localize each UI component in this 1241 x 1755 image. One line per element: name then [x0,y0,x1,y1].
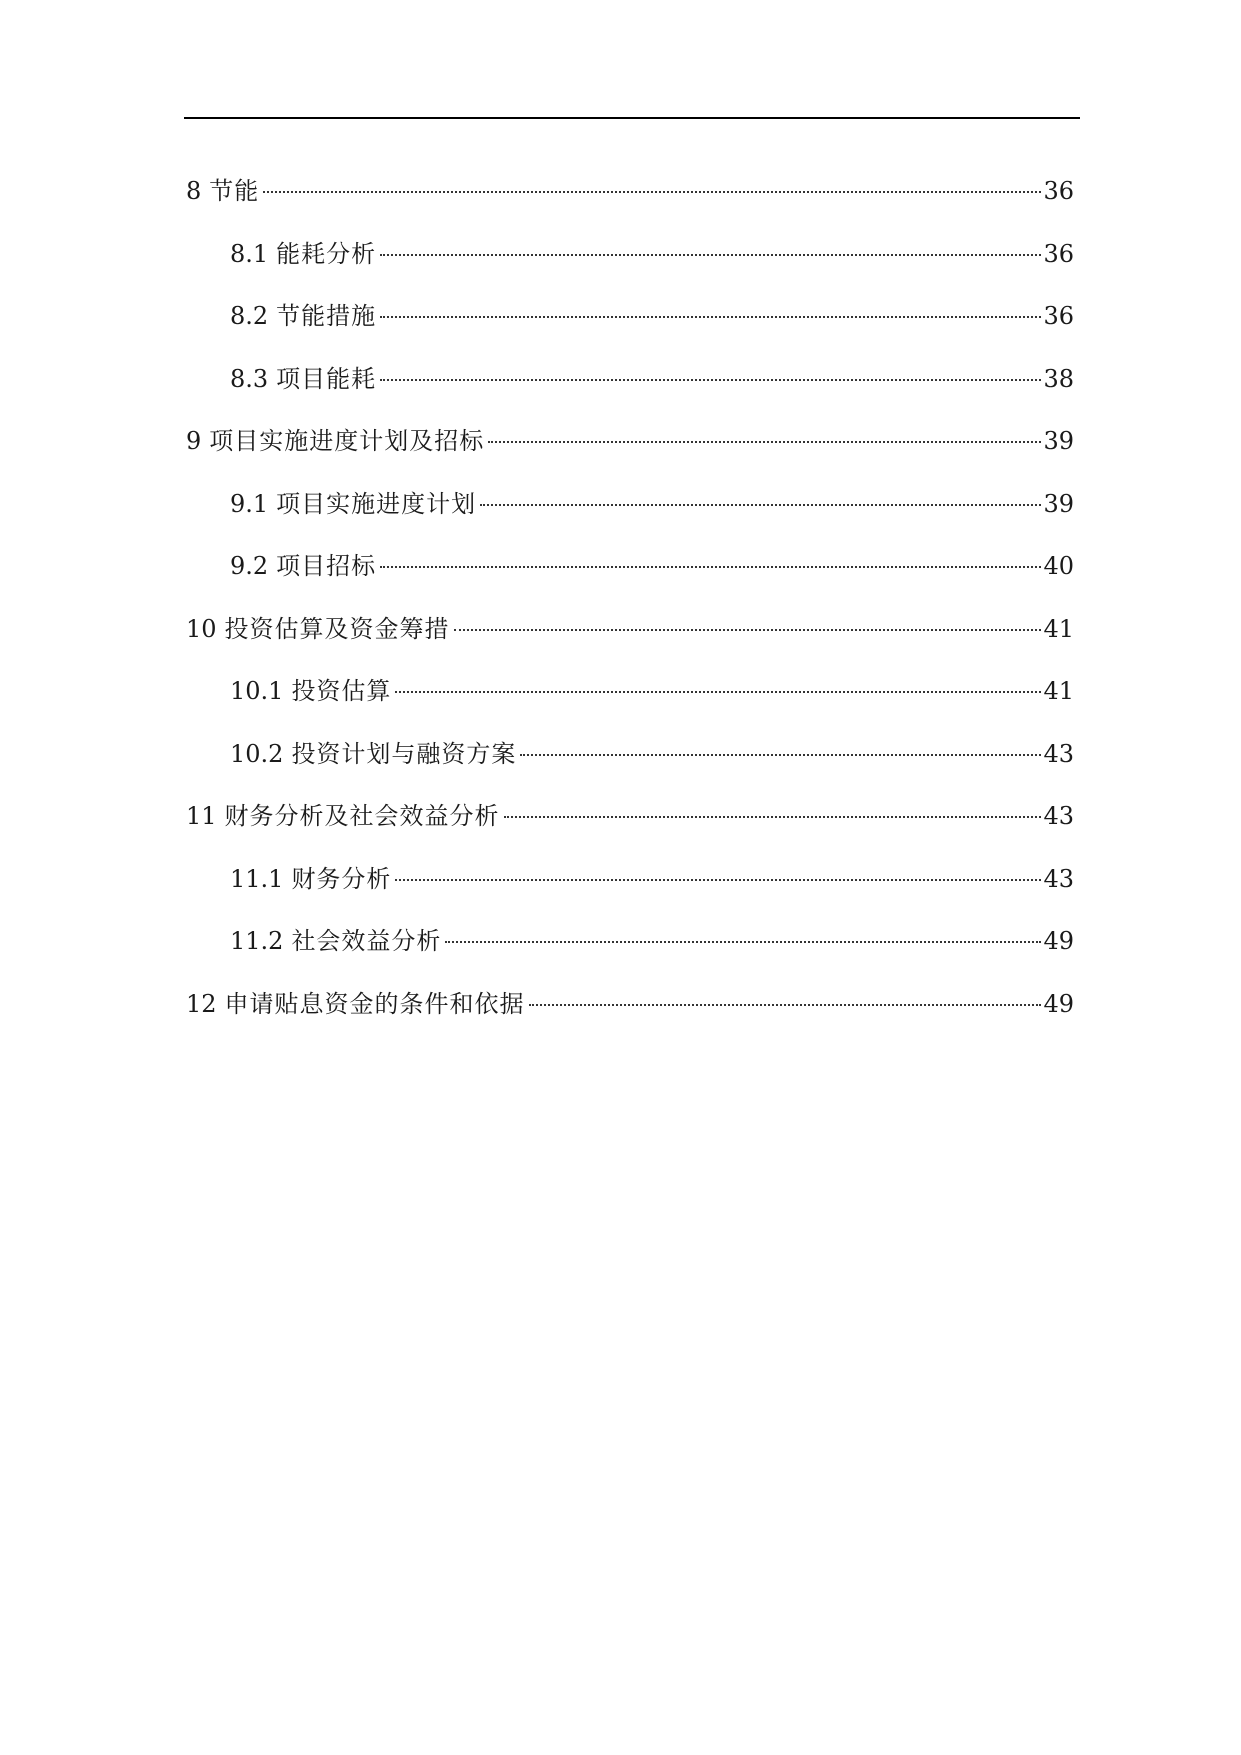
toc-entry-10[interactable] [186,598,1074,661]
toc-entry-number: 11 [186,802,217,830]
toc-entry-title: 能耗分析 [276,239,377,268]
toc-dot-leader [380,316,1041,318]
toc-entry-title: 节能措施 [276,302,377,330]
toc-dot-leader [488,441,1041,443]
header-rule [184,117,1080,119]
toc-page-number: 41 [1043,614,1074,643]
toc-entry-title: 社会效益分析 [291,927,442,955]
toc-entry-11-1[interactable] [186,848,1074,911]
toc-entry-number: 11.1 [230,864,284,893]
toc-entry-number: 9.2 [230,552,269,580]
toc-entry-number: 10.1 [230,677,284,705]
toc-dot-leader [480,504,1041,506]
toc-entry-10-1[interactable] [186,660,1074,723]
toc-dot-leader [380,566,1041,568]
toc-entry-8[interactable] [186,160,1074,223]
toc-entry-title: 财务分析及社会效益分析 [224,802,500,830]
toc-entry-number: 8.3 [230,364,269,393]
toc-entry-title: 项目能耗 [276,364,377,393]
toc-entry-title: 投资估算及资金筹措 [224,614,450,643]
toc-entry-8-2[interactable] [186,285,1074,348]
toc-entry-title: 节能 [209,177,260,205]
toc-dot-leader [395,879,1041,881]
toc-entry-number: 12 [186,989,217,1018]
toc-entry-title: 投资估算 [291,677,392,705]
toc-page-number: 39 [1043,427,1074,455]
toc-entry-9-1[interactable] [186,473,1074,536]
toc-entry-number: 10.2 [230,739,284,768]
toc-page-number: 36 [1043,177,1074,205]
toc-entry-number: 11.2 [230,927,284,955]
toc-entry-title: 申请贴息资金的条件和依据 [224,989,525,1018]
toc-entry-title: 项目招标 [276,552,377,580]
toc-dot-leader [380,254,1041,256]
toc-page-number: 43 [1043,864,1074,893]
toc-page-number: 49 [1043,927,1074,955]
toc-entry-number: 8 [186,177,202,205]
toc-entry-9-2[interactable] [186,535,1074,598]
toc-dot-leader [520,754,1041,756]
toc-page-number: 38 [1043,364,1074,393]
toc-entry-title: 项目实施进度计划 [276,489,477,518]
toc-entry-title: 财务分析 [291,864,392,893]
toc-page-number: 49 [1043,989,1074,1018]
toc-entry-11-2[interactable] [186,910,1074,973]
toc-page-number: 43 [1043,802,1074,830]
toc-entry-8-1[interactable] [186,223,1074,286]
toc-entry-number: 8.2 [230,302,269,330]
toc-page-number: 40 [1043,552,1074,580]
toc-page-number: 41 [1043,677,1074,705]
toc-entry-8-3[interactable] [186,348,1074,411]
table-of-contents [186,160,1074,1035]
toc-page-number: 43 [1043,739,1074,768]
toc-entry-title: 投资计划与融资方案 [291,739,517,768]
toc-dot-leader [395,691,1041,693]
toc-page-number: 36 [1043,239,1074,268]
toc-entry-title: 项目实施进度计划及招标 [209,427,485,455]
toc-page-number: 36 [1043,302,1074,330]
toc-dot-leader [445,941,1041,943]
toc-dot-leader [380,379,1041,381]
toc-dot-leader [263,191,1041,193]
toc-entry-11[interactable] [186,785,1074,848]
toc-entry-number: 9.1 [230,489,269,518]
toc-entry-number: 9 [186,427,202,455]
toc-dot-leader [529,1004,1042,1006]
toc-page-number: 39 [1043,489,1074,518]
toc-entry-10-2[interactable] [186,723,1074,786]
toc-entry-9[interactable] [186,410,1074,473]
toc-entry-number: 10 [186,614,217,643]
toc-dot-leader [454,629,1042,631]
toc-dot-leader [504,816,1042,818]
toc-entry-12[interactable] [186,973,1074,1036]
toc-entry-number: 8.1 [230,239,269,268]
